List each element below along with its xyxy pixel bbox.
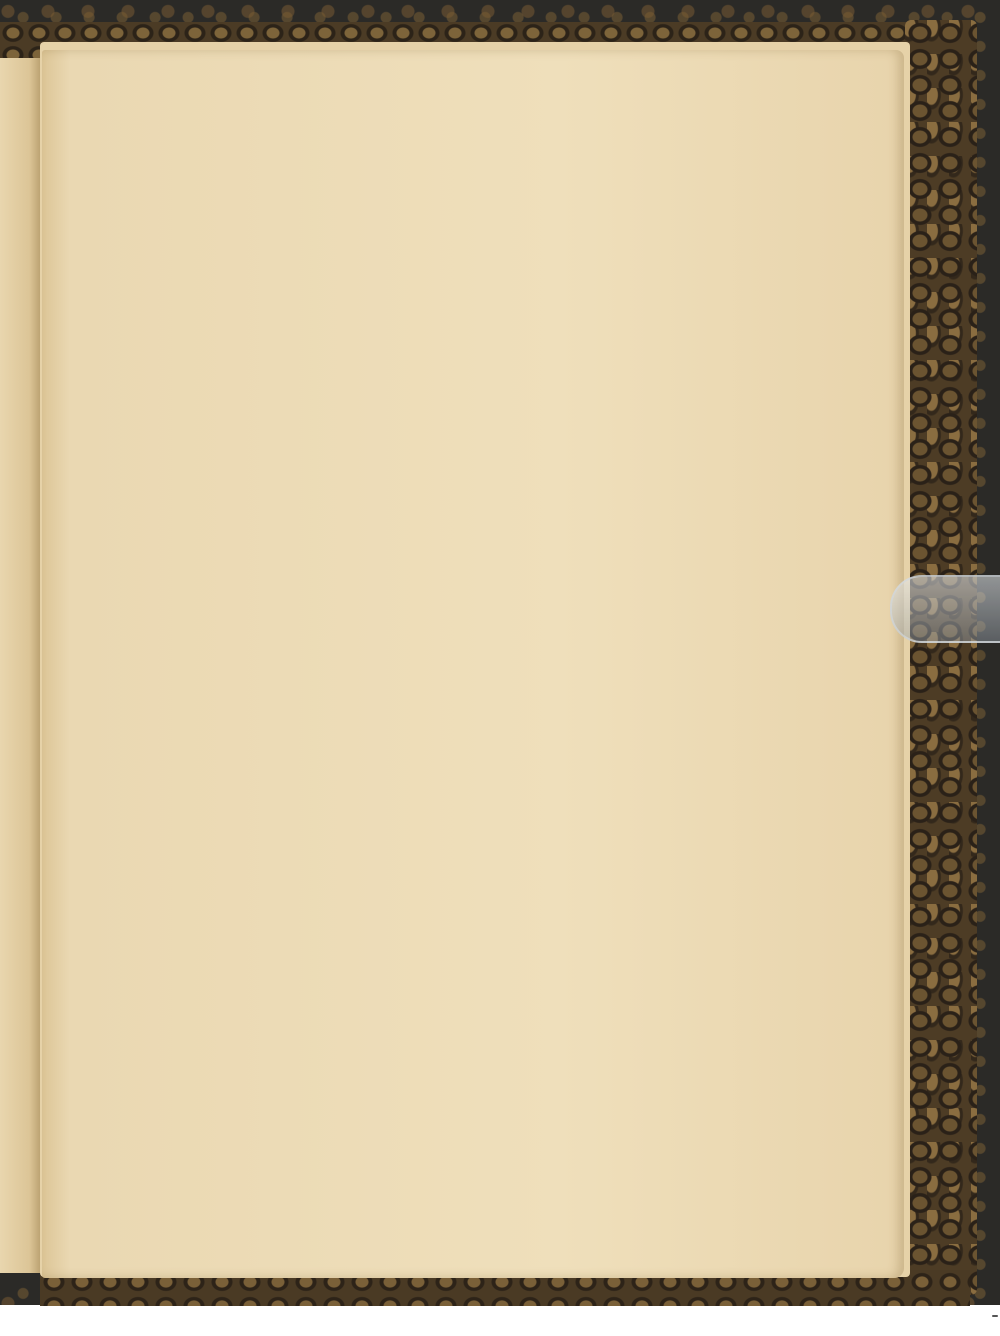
- formula-table: [157, 579, 697, 769]
- left-page-edge: [0, 58, 42, 1273]
- dfg-logo: [992, 1315, 998, 1317]
- page-clip: [890, 575, 1000, 643]
- footer-bar: [0, 1310, 1000, 1336]
- cover-right-edge: [905, 20, 977, 1295]
- initial-letter: [157, 774, 201, 828]
